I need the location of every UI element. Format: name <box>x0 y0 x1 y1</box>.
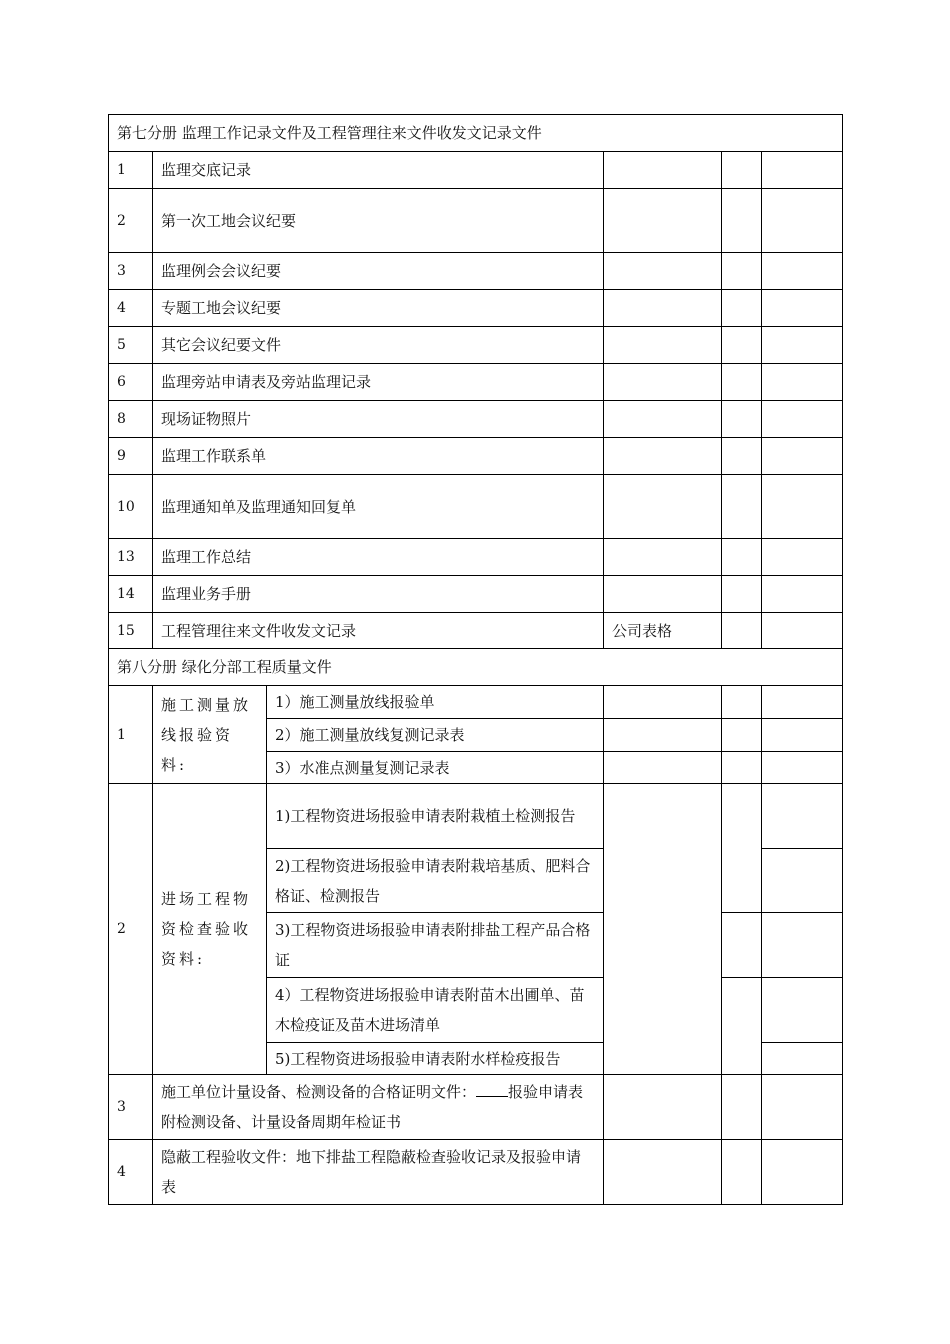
document-name: 工程管理往来文件收发文记录 <box>153 613 604 649</box>
table-row <box>109 784 843 849</box>
empty-cell <box>604 686 722 719</box>
empty-cell <box>762 849 843 913</box>
document-name: 1)工程物资进场报验申请表附栽植土检测报告 <box>267 784 604 849</box>
row-number: 9 <box>109 438 153 475</box>
empty-cell <box>722 327 762 364</box>
empty-cell <box>722 784 762 913</box>
document-name-part: 报验申请表附检测设备、计量设备周期年检证书 <box>161 1083 584 1131</box>
document-name: 监理通知单及监理通知回复单 <box>153 475 604 539</box>
table-row <box>109 401 843 438</box>
document-name: 2)工程物资进场报验申请表附栽培基质、肥料合格证、检测报告 <box>267 849 604 913</box>
group-label: 施工测量放线报验资料: <box>153 686 267 784</box>
empty-cell <box>722 613 762 649</box>
remark-cell <box>604 539 722 576</box>
document-name <box>153 1075 604 1140</box>
section-8-header-row <box>109 649 843 686</box>
group-label: 进场工程物资检查验收资料: <box>153 784 267 1075</box>
empty-cell <box>722 290 762 327</box>
empty-cell <box>762 401 843 438</box>
document-name: 第一次工地会议纪要 <box>153 189 604 253</box>
row-number: 14 <box>109 576 153 613</box>
remark-cell <box>604 438 722 475</box>
remark-cell <box>604 152 722 189</box>
document-name: 专题工地会议纪要 <box>153 290 604 327</box>
document-name: 监理旁站申请表及旁站监理记录 <box>153 364 604 401</box>
empty-cell <box>722 539 762 576</box>
empty-cell <box>604 1075 722 1140</box>
row-number: 10 <box>109 475 153 539</box>
empty-cell <box>762 913 843 978</box>
row-number: 2 <box>109 189 153 253</box>
table-row <box>109 438 843 475</box>
empty-cell <box>762 1043 843 1075</box>
empty-cell <box>604 752 722 784</box>
empty-cell <box>722 719 762 752</box>
remark-cell <box>604 401 722 438</box>
empty-cell <box>722 253 762 290</box>
section-7-title: 第七分册 监理工作记录文件及工程管理往来文件收发文记录文件 <box>109 115 843 152</box>
remark-cell <box>604 290 722 327</box>
empty-cell <box>762 327 843 364</box>
empty-cell <box>762 1075 843 1140</box>
row-number: 3 <box>109 1075 153 1140</box>
table-row <box>109 290 843 327</box>
document-name: 监理例会会议纪要 <box>153 253 604 290</box>
empty-cell <box>722 576 762 613</box>
empty-cell <box>762 719 843 752</box>
row-number: 4 <box>109 1140 153 1205</box>
empty-cell <box>722 913 762 978</box>
empty-cell <box>762 978 843 1043</box>
archive-file-table <box>108 114 843 1205</box>
empty-cell <box>762 752 843 784</box>
table-row <box>109 189 843 253</box>
table-row <box>109 1075 843 1140</box>
remark-cell <box>604 253 722 290</box>
empty-cell <box>722 752 762 784</box>
empty-cell <box>762 784 843 849</box>
table-row <box>109 327 843 364</box>
document-name: 监理业务手册 <box>153 576 604 613</box>
empty-cell <box>604 1140 722 1205</box>
document-name: 1）施工测量放线报验单 <box>267 686 604 719</box>
empty-cell <box>722 686 762 719</box>
document-name: 4）工程物资进场报验申请表附苗木出圃单、苗木检疫证及苗木进场清单 <box>267 978 604 1043</box>
row-number: 13 <box>109 539 153 576</box>
empty-cell <box>604 719 722 752</box>
remark-cell <box>604 189 722 253</box>
empty-cell <box>722 364 762 401</box>
section-7-header-row <box>109 115 843 152</box>
table-row <box>109 539 843 576</box>
empty-cell <box>604 784 722 1075</box>
empty-cell <box>762 576 843 613</box>
empty-cell <box>762 253 843 290</box>
empty-cell <box>722 401 762 438</box>
row-number: 4 <box>109 290 153 327</box>
row-number: 6 <box>109 364 153 401</box>
row-number: 1 <box>109 152 153 189</box>
empty-cell <box>762 1140 843 1205</box>
empty-cell <box>762 686 843 719</box>
document-name: 隐蔽工程验收文件：地下排盐工程隐蔽检查验收记录及报验申请表 <box>153 1140 604 1205</box>
document-name: 监理工作联系单 <box>153 438 604 475</box>
document-name: 监理交底记录 <box>153 152 604 189</box>
table-row <box>109 613 843 649</box>
empty-cell <box>722 978 762 1075</box>
empty-cell <box>762 539 843 576</box>
document-name: 3）水准点测量复测记录表 <box>267 752 604 784</box>
table-row <box>109 152 843 189</box>
remark-cell <box>604 576 722 613</box>
table-row <box>109 475 843 539</box>
row-number: 3 <box>109 253 153 290</box>
fill-in-blank <box>476 1080 508 1097</box>
table-row <box>109 364 843 401</box>
table-row <box>109 686 843 719</box>
empty-cell <box>762 613 843 649</box>
document-name: 监理工作总结 <box>153 539 604 576</box>
row-number: 1 <box>109 686 153 784</box>
empty-cell <box>762 290 843 327</box>
empty-cell <box>722 152 762 189</box>
table-row <box>109 1140 843 1205</box>
empty-cell <box>762 189 843 253</box>
empty-cell <box>722 1140 762 1205</box>
empty-cell <box>722 475 762 539</box>
table-row <box>109 576 843 613</box>
document-name: 5)工程物资进场报验申请表附水样检疫报告 <box>267 1043 604 1075</box>
row-number: 2 <box>109 784 153 1075</box>
document-name: 现场证物照片 <box>153 401 604 438</box>
remark-cell <box>604 364 722 401</box>
document-name-part: 施工单位计量设备、检测设备的合格证明文件： <box>161 1083 477 1101</box>
empty-cell <box>762 152 843 189</box>
empty-cell <box>722 438 762 475</box>
remark-cell <box>604 327 722 364</box>
empty-cell <box>762 438 843 475</box>
empty-cell <box>762 475 843 539</box>
remark-cell <box>604 475 722 539</box>
document-name: 3)工程物资进场报验申请表附排盐工程产品合格证 <box>267 913 604 978</box>
row-number: 8 <box>109 401 153 438</box>
section-8-title: 第八分册 绿化分部工程质量文件 <box>109 649 843 686</box>
document-name: 2）施工测量放线复测记录表 <box>267 719 604 752</box>
row-number: 15 <box>109 613 153 649</box>
row-number: 5 <box>109 327 153 364</box>
empty-cell <box>762 364 843 401</box>
empty-cell <box>722 1075 762 1140</box>
remark-cell: 公司表格 <box>604 613 722 649</box>
empty-cell <box>722 189 762 253</box>
document-name: 其它会议纪要文件 <box>153 327 604 364</box>
table-row <box>109 253 843 290</box>
